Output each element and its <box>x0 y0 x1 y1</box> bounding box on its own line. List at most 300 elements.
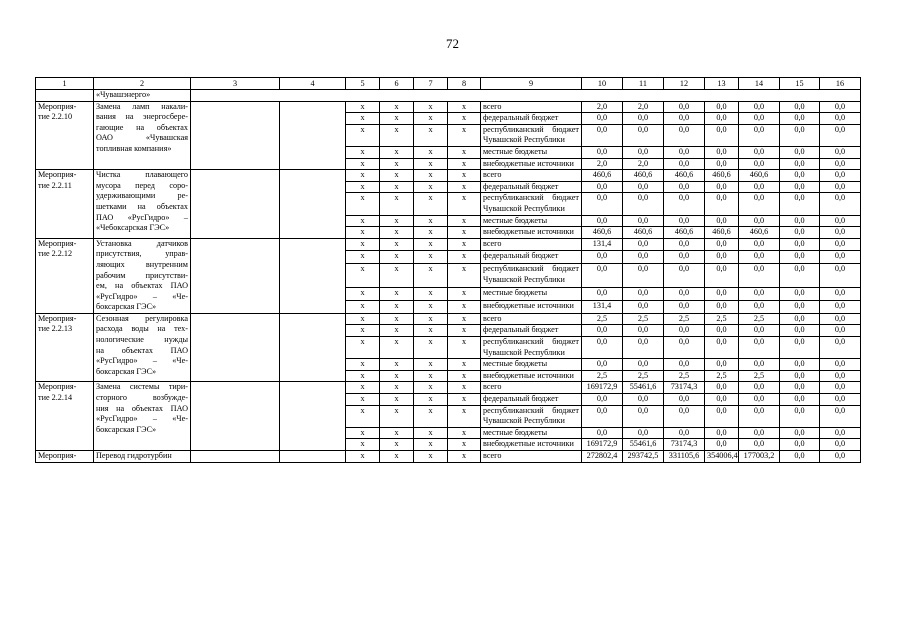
budget-table <box>35 77 861 463</box>
value-cell: 0,0 <box>820 325 861 337</box>
mark-cell: х <box>414 359 448 371</box>
value-cell: 0,0 <box>739 193 780 215</box>
value-cell: 2,5 <box>705 370 739 382</box>
value-cell: 0,0 <box>739 264 780 288</box>
mark-cell: х <box>346 181 380 193</box>
value-cell: 0,0 <box>664 325 705 337</box>
activity-description-line: Замена ламп накали- <box>96 101 188 111</box>
mark-cell: х <box>346 394 380 406</box>
table-row <box>36 170 861 182</box>
value-cell: 0,0 <box>820 227 861 239</box>
column-3-cell <box>191 170 280 239</box>
column-4-cell <box>280 101 346 170</box>
activity-description <box>94 238 191 313</box>
value-cell: 0,0 <box>780 382 820 394</box>
mark-cell: х <box>414 170 448 182</box>
value-cell: 0,0 <box>820 158 861 170</box>
activity-description <box>94 382 191 451</box>
value-cell: 0,0 <box>705 405 739 427</box>
value-cell: 2,5 <box>705 313 739 325</box>
value-cell: 0,0 <box>705 158 739 170</box>
activity-description-line: Замена системы тири- <box>96 382 188 392</box>
value-cell: 460,6 <box>623 170 664 182</box>
mark-cell: х <box>448 439 481 451</box>
mark-cell: х <box>448 451 481 463</box>
mark-cell: х <box>346 113 380 125</box>
value-cell: 0,0 <box>623 288 664 301</box>
value-cell: 0,0 <box>820 238 861 251</box>
funding-source: местные бюджеты <box>481 359 582 371</box>
value-cell: 0,0 <box>582 337 623 359</box>
activity-description <box>94 451 191 463</box>
mark-cell: х <box>346 193 380 215</box>
mark-cell: х <box>448 313 481 325</box>
value-cell: 0,0 <box>739 113 780 125</box>
value-cell: 0,0 <box>705 101 739 113</box>
value-cell: 0,0 <box>664 337 705 359</box>
value-cell: 0,0 <box>623 394 664 406</box>
mark-cell: х <box>414 113 448 125</box>
mark-cell: х <box>414 325 448 337</box>
mark-cell: х <box>414 264 448 288</box>
mark-cell: х <box>380 337 414 359</box>
activity-code-line: тие 2.2.12 <box>38 249 73 259</box>
mark-cell: х <box>448 146 481 158</box>
mark-cell: х <box>414 227 448 239</box>
value-cell: 2,5 <box>582 313 623 325</box>
column-3-cell <box>191 238 280 313</box>
header-cell-6: 6 <box>380 78 414 90</box>
mark-cell: х <box>448 181 481 193</box>
value-cell: 169172,9 <box>582 382 623 394</box>
value-cell: 0,0 <box>739 359 780 371</box>
activity-description <box>94 313 191 382</box>
value-cell: 0,0 <box>820 101 861 113</box>
activity-code-line: Мероприя- <box>38 238 77 248</box>
funding-source: всего <box>481 451 582 463</box>
mark-cell: х <box>380 382 414 394</box>
mark-cell: х <box>448 264 481 288</box>
value-cell: 0,0 <box>623 264 664 288</box>
code-cell <box>36 90 94 102</box>
value-cell: 0,0 <box>820 451 861 463</box>
value-cell: 0,0 <box>705 288 739 301</box>
mark-cell: х <box>346 325 380 337</box>
mark-cell: х <box>448 337 481 359</box>
funding-source: внебюджетные источники <box>481 158 582 170</box>
header-cell-2: 2 <box>94 78 191 90</box>
value-cell: 0,0 <box>705 113 739 125</box>
activity-description <box>94 170 191 239</box>
value-cell: 0,0 <box>780 101 820 113</box>
mark-cell: х <box>380 288 414 301</box>
value-cell: 0,0 <box>820 301 861 314</box>
value-cell: 0,0 <box>623 124 664 146</box>
value-cell: 272802,4 <box>582 451 623 463</box>
mark-cell: х <box>448 382 481 394</box>
mark-cell: х <box>448 113 481 125</box>
empty-cell <box>191 90 861 102</box>
header-cell-8: 8 <box>448 78 481 90</box>
activity-description-line: расхода воды на тех- <box>96 324 188 334</box>
column-4-cell <box>280 451 346 463</box>
mark-cell: х <box>414 215 448 227</box>
column-3-cell <box>191 451 280 463</box>
value-cell: 0,0 <box>820 193 861 215</box>
value-cell: 0,0 <box>582 325 623 337</box>
mark-cell: х <box>380 264 414 288</box>
mark-cell: х <box>380 325 414 337</box>
value-cell: 0,0 <box>820 215 861 227</box>
table-row <box>36 238 861 251</box>
value-cell: 460,6 <box>623 227 664 239</box>
mark-cell: х <box>448 325 481 337</box>
mark-cell: х <box>414 405 448 427</box>
value-cell: 0,0 <box>739 301 780 314</box>
value-cell: 0,0 <box>739 439 780 451</box>
value-cell: 0,0 <box>705 394 739 406</box>
value-cell: 293742,5 <box>623 451 664 463</box>
value-cell: 2,0 <box>582 158 623 170</box>
activity-code-line: Мероприя- <box>38 170 77 180</box>
value-cell: 0,0 <box>739 394 780 406</box>
value-cell: 0,0 <box>739 288 780 301</box>
mark-cell: х <box>380 193 414 215</box>
value-cell: 0,0 <box>705 325 739 337</box>
column-3-cell <box>191 101 280 170</box>
value-cell: 0,0 <box>664 146 705 158</box>
mark-cell: х <box>346 158 380 170</box>
column-4-cell <box>280 238 346 313</box>
value-cell: 0,0 <box>623 238 664 251</box>
header-cell-10: 10 <box>582 78 623 90</box>
activity-description-line: Чистка плавающего <box>96 170 188 180</box>
funding-source: федеральный бюджет <box>481 113 582 125</box>
value-cell: 0,0 <box>820 264 861 288</box>
value-cell: 0,0 <box>623 251 664 264</box>
activity-code-line: тие 2.2.14 <box>38 393 73 403</box>
activity-description-line: Перевод гидротурбин <box>96 451 172 460</box>
funding-source: местные бюджеты <box>481 215 582 227</box>
value-cell: 0,0 <box>820 337 861 359</box>
value-cell: 460,6 <box>705 170 739 182</box>
mark-cell: х <box>380 124 414 146</box>
value-cell: 0,0 <box>705 181 739 193</box>
header-cell-12: 12 <box>664 78 705 90</box>
value-cell: 0,0 <box>820 405 861 427</box>
funding-source: республиканский бюджет Чувашской Республики <box>481 124 582 146</box>
mark-cell: х <box>380 251 414 264</box>
mark-cell: х <box>380 158 414 170</box>
mark-cell: х <box>414 439 448 451</box>
value-cell: 0,0 <box>623 146 664 158</box>
value-cell: 0,0 <box>780 451 820 463</box>
mark-cell: х <box>448 301 481 314</box>
mark-cell: х <box>448 215 481 227</box>
table-row <box>36 382 861 394</box>
activity-description-line: «РусГидро» – «Че- <box>96 414 188 424</box>
funding-source: внебюджетные источники <box>481 370 582 382</box>
mark-cell: х <box>380 215 414 227</box>
mark-cell: х <box>380 359 414 371</box>
value-cell: 0,0 <box>739 251 780 264</box>
value-cell: 73174,3 <box>664 439 705 451</box>
value-cell: 2,5 <box>623 370 664 382</box>
mark-cell: х <box>346 359 380 371</box>
activity-description-line: вания на энергосбере- <box>96 112 188 122</box>
value-cell: 55461,6 <box>623 382 664 394</box>
value-cell: 0,0 <box>780 146 820 158</box>
mark-cell: х <box>414 251 448 264</box>
value-cell: 0,0 <box>705 301 739 314</box>
funding-source: республиканский бюджет Чувашской Республики <box>481 264 582 288</box>
value-cell: 2,5 <box>664 370 705 382</box>
value-cell: 0,0 <box>780 370 820 382</box>
column-3-cell <box>191 313 280 382</box>
funding-source: всего <box>481 313 582 325</box>
mark-cell: х <box>448 227 481 239</box>
mark-cell: х <box>414 370 448 382</box>
activity-code-line: тие 2.2.10 <box>38 112 73 122</box>
column-4-cell <box>280 170 346 239</box>
value-cell: 0,0 <box>820 288 861 301</box>
activity-description-line: боксарская ГЭС» <box>96 302 157 312</box>
mark-cell: х <box>346 215 380 227</box>
value-cell: 0,0 <box>780 325 820 337</box>
value-cell: 0,0 <box>739 238 780 251</box>
value-cell: 0,0 <box>820 181 861 193</box>
value-cell: 0,0 <box>739 382 780 394</box>
mark-cell: х <box>346 124 380 146</box>
value-cell: 2,5 <box>739 370 780 382</box>
activity-description-line: удерживающими ре- <box>96 191 188 201</box>
value-cell: 0,0 <box>739 181 780 193</box>
value-cell: 0,0 <box>623 193 664 215</box>
activity-code <box>36 313 94 382</box>
continuation-text: «Чувашэнерго» <box>94 90 191 102</box>
value-cell: 0,0 <box>780 113 820 125</box>
mark-cell: х <box>346 238 380 251</box>
header-cell-9: 9 <box>481 78 582 90</box>
value-cell: 0,0 <box>664 405 705 427</box>
header-cell-7: 7 <box>414 78 448 90</box>
value-cell: 0,0 <box>780 288 820 301</box>
activity-description-line: нологические нужды <box>96 335 188 345</box>
value-cell: 0,0 <box>582 394 623 406</box>
value-cell: 0,0 <box>780 251 820 264</box>
value-cell: 0,0 <box>820 146 861 158</box>
value-cell: 354006,4 <box>705 451 739 463</box>
value-cell: 0,0 <box>739 215 780 227</box>
value-cell: 0,0 <box>780 301 820 314</box>
value-cell: 0,0 <box>664 113 705 125</box>
mark-cell: х <box>346 427 380 439</box>
value-cell: 0,0 <box>705 146 739 158</box>
activity-description-line: топливная компания» <box>96 143 172 153</box>
mark-cell: х <box>380 101 414 113</box>
value-cell: 0,0 <box>780 170 820 182</box>
value-cell: 0,0 <box>705 359 739 371</box>
funding-source: местные бюджеты <box>481 288 582 301</box>
activity-description-line: «РусГидро» – «Че- <box>96 356 188 366</box>
funding-source: федеральный бюджет <box>481 394 582 406</box>
activity-code-line: Мероприя- <box>38 451 77 460</box>
page-number: 72 <box>446 36 459 51</box>
value-cell: 2,0 <box>623 101 664 113</box>
value-cell: 0,0 <box>820 170 861 182</box>
value-cell: 0,0 <box>780 394 820 406</box>
mark-cell: х <box>448 370 481 382</box>
value-cell: 460,6 <box>664 227 705 239</box>
value-cell: 0,0 <box>705 251 739 264</box>
mark-cell: х <box>380 370 414 382</box>
value-cell: 0,0 <box>780 264 820 288</box>
value-cell: 0,0 <box>664 158 705 170</box>
mark-cell: х <box>380 451 414 463</box>
value-cell: 0,0 <box>705 238 739 251</box>
mark-cell: х <box>346 170 380 182</box>
mark-cell: х <box>448 394 481 406</box>
mark-cell: х <box>448 124 481 146</box>
value-cell: 460,6 <box>739 170 780 182</box>
mark-cell: х <box>380 181 414 193</box>
value-cell: 0,0 <box>664 301 705 314</box>
mark-cell: х <box>346 370 380 382</box>
funding-source: республиканский бюджет Чувашской Республики <box>481 405 582 427</box>
value-cell: 0,0 <box>582 251 623 264</box>
mark-cell: х <box>346 251 380 264</box>
header-cell-14: 14 <box>739 78 780 90</box>
mark-cell: х <box>448 251 481 264</box>
activity-description <box>94 101 191 170</box>
value-cell: 0,0 <box>780 427 820 439</box>
mark-cell: х <box>448 427 481 439</box>
mark-cell: х <box>448 170 481 182</box>
mark-cell: х <box>448 359 481 371</box>
activity-code-line: Мероприя- <box>38 313 77 323</box>
value-cell: 0,0 <box>582 288 623 301</box>
activity-description-line: на объектах ПАО <box>96 345 188 355</box>
value-cell: 2,5 <box>623 313 664 325</box>
mark-cell: х <box>414 427 448 439</box>
value-cell: 0,0 <box>739 158 780 170</box>
mark-cell: х <box>380 227 414 239</box>
activity-code <box>36 451 94 463</box>
value-cell: 0,0 <box>780 359 820 371</box>
value-cell: 0,0 <box>780 238 820 251</box>
mark-cell: х <box>414 124 448 146</box>
mark-cell: х <box>448 288 481 301</box>
mark-cell: х <box>414 193 448 215</box>
value-cell: 73174,3 <box>664 382 705 394</box>
activity-description-line: ПАО «РусГидро» – <box>96 212 188 222</box>
value-cell: 0,0 <box>820 113 861 125</box>
value-cell: 0,0 <box>739 124 780 146</box>
value-cell: 2,0 <box>582 101 623 113</box>
value-cell: 0,0 <box>780 158 820 170</box>
activity-description-line: мусора перед соро- <box>96 180 188 190</box>
funding-source: федеральный бюджет <box>481 325 582 337</box>
value-cell: 0,0 <box>820 251 861 264</box>
funding-source: внебюджетные источники <box>481 227 582 239</box>
value-cell: 460,6 <box>582 170 623 182</box>
activity-description-line: «Чебоксарская ГЭС» <box>96 223 170 233</box>
value-cell: 0,0 <box>739 337 780 359</box>
value-cell: 460,6 <box>582 227 623 239</box>
header-cell-11: 11 <box>623 78 664 90</box>
value-cell: 0,0 <box>780 405 820 427</box>
activity-description-line: боксарская ГЭС» <box>96 424 157 434</box>
value-cell: 0,0 <box>705 215 739 227</box>
value-cell: 0,0 <box>820 359 861 371</box>
funding-source: местные бюджеты <box>481 146 582 158</box>
value-cell: 0,0 <box>623 301 664 314</box>
header-cell-1: 1 <box>36 78 94 90</box>
mark-cell: х <box>346 301 380 314</box>
mark-cell: х <box>414 301 448 314</box>
mark-cell: х <box>414 451 448 463</box>
value-cell: 0,0 <box>664 427 705 439</box>
mark-cell: х <box>380 394 414 406</box>
value-cell: 0,0 <box>705 193 739 215</box>
column-4-cell <box>280 382 346 451</box>
header-row <box>36 78 861 90</box>
value-cell: 0,0 <box>780 193 820 215</box>
value-cell: 0,0 <box>820 394 861 406</box>
funding-source: республиканский бюджет Чувашской Республики <box>481 337 582 359</box>
activity-description-line: боксарская ГЭС» <box>96 366 157 376</box>
mark-cell: х <box>346 146 380 158</box>
mark-cell: х <box>346 405 380 427</box>
value-cell: 0,0 <box>582 113 623 125</box>
activity-code <box>36 238 94 313</box>
activity-description-line: рабочим присутстви- <box>96 270 188 280</box>
continuation-row <box>36 90 861 102</box>
mark-cell: х <box>414 238 448 251</box>
value-cell: 0,0 <box>739 101 780 113</box>
value-cell: 0,0 <box>582 181 623 193</box>
value-cell: 0,0 <box>664 238 705 251</box>
mark-cell: х <box>346 288 380 301</box>
activity-code-line: Мероприя- <box>38 101 77 111</box>
mark-cell: х <box>414 146 448 158</box>
value-cell: 0,0 <box>664 215 705 227</box>
value-cell: 0,0 <box>582 193 623 215</box>
mark-cell: х <box>380 146 414 158</box>
value-cell: 0,0 <box>664 251 705 264</box>
value-cell: 0,0 <box>664 359 705 371</box>
value-cell: 0,0 <box>582 124 623 146</box>
value-cell: 131,4 <box>582 301 623 314</box>
value-cell: 0,0 <box>664 193 705 215</box>
funding-source: внебюджетные источники <box>481 301 582 314</box>
value-cell: 0,0 <box>820 382 861 394</box>
header-cell-4: 4 <box>280 78 346 90</box>
value-cell: 0,0 <box>739 405 780 427</box>
header-cell-5: 5 <box>346 78 380 90</box>
mark-cell: х <box>414 101 448 113</box>
mark-cell: х <box>346 227 380 239</box>
value-cell: 0,0 <box>664 181 705 193</box>
activity-description-line: «РусГидро» – «Че- <box>96 291 188 301</box>
mark-cell: х <box>380 313 414 325</box>
value-cell: 0,0 <box>780 124 820 146</box>
value-cell: 0,0 <box>623 215 664 227</box>
value-cell: 0,0 <box>623 359 664 371</box>
mark-cell: х <box>380 427 414 439</box>
mark-cell: х <box>346 313 380 325</box>
activity-description-line: Сезонная регулировка <box>96 313 188 323</box>
